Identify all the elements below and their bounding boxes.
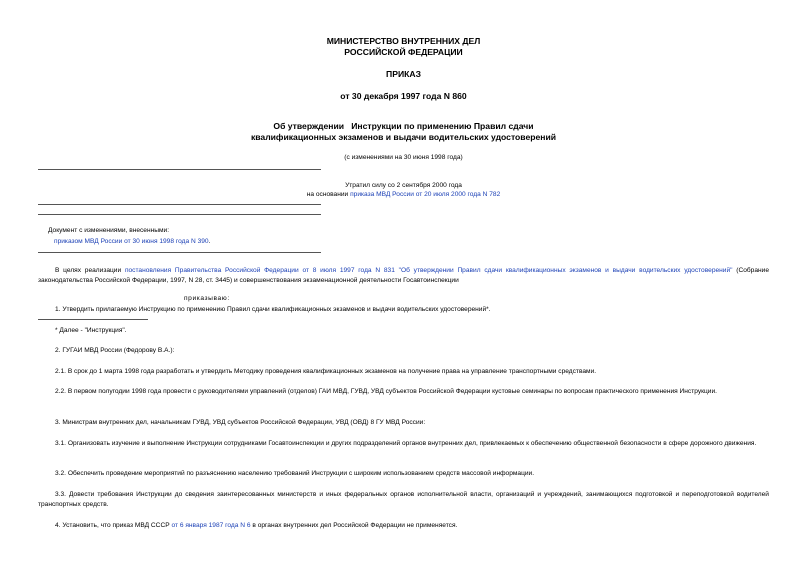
item-2: 2. ГУГАИ МВД России (Федорову В.А.): <box>55 347 175 354</box>
item-3-1: 3.1. Организовать изучение и выполнение Инструкции сотрудниками Госавтоинспекции и других подразделений органов внутренних дел, привлекаемых к обеспечению общественной безопасности в сфере дорожного движения. <box>55 440 757 447</box>
changes-link[interactable]: приказом МВД России от 30 июня 1998 года N 390 <box>54 238 209 245</box>
divider <box>38 204 321 205</box>
ministry-name-line1: МИНИСТЕРСТВО ВНУТРЕННИХ ДЕЛ <box>326 36 481 46</box>
preamble-paragraph <box>38 266 769 286</box>
divider <box>38 214 321 215</box>
basis-link[interactable]: приказа МВД России от 20 июля 2000 года N 782 <box>350 191 501 198</box>
changes-suffix: . <box>208 238 211 245</box>
footnote: * Далее - "Инструкция". <box>55 327 127 334</box>
expired-status: Утратил силу со 2 сентября 2000 года <box>345 182 462 189</box>
divider <box>38 252 321 253</box>
amendments-note: (с изменениями на 30 июня 1998 года) <box>344 154 463 161</box>
order-word: приказываю: <box>184 295 230 302</box>
item-3-3: 3.3. Довести требования Инструкции до сведения заинтересованных министерств и иных федеральных органов исполнительной власти, организаций и учреждений, занимающихся подготовкой и переподготовкой водителей транспортных средств. <box>38 491 769 508</box>
item-3-2: 3.2. Обеспечить проведение мероприятий по разъяснению населению требований Инструкции с широким использованием средств массовой информации. <box>55 470 535 477</box>
document-title-line2: квалификационных экзаменов и выдачи водительских удостоверений <box>250 132 557 142</box>
item-2-2: 2.2. В первом полугодии 1998 года провести с руководителями управлений (отделов) ГАИ МВД, ГУВД, УВД субъектов Российской Федерации кустовые семинары по вопросам практического применения Инструкции. <box>55 388 718 395</box>
ussr-order-link[interactable]: от 6 января 1987 года N 6 <box>171 522 251 529</box>
item-3: 3. Министрам внутренних дел, начальникам ГУВД, УВД субъектов Российской Федерации, УВД (ОВД) 8 ГУ МВД России: <box>55 419 426 426</box>
document-type: ПРИКАЗ <box>386 69 421 79</box>
item-2-1: 2.1. В срок до 1 марта 1998 года разработать и утвердить Методику проведения квалификационных экзаменов на получение права на управление транспортными средствами. <box>55 368 597 375</box>
changes-label: Документ с изменениями, внесенными: <box>48 227 170 234</box>
preamble-suffix: (Собрание законодательства Российской Федерации, 1997, N 28, ст. 3445) и совершенствования экзаменационной деятельности Госавтоинспекции <box>38 267 770 284</box>
document-date: от 30 декабря 1997 года N 860 <box>340 91 467 101</box>
item-1: 1. Утвердить прилагаемую Инструкцию по применению Правил сдачи квалификационных экзаменов и выдачи водительских удостоверений*. <box>55 306 491 313</box>
preamble-prefix: В целях реализации <box>55 267 125 274</box>
document-title-line1: Об утверждении Инструкции по применению Правил сдачи <box>273 121 534 131</box>
expired-basis <box>0 191 807 199</box>
changes-entry <box>54 238 210 246</box>
item-4 <box>55 521 457 531</box>
government-decree-link[interactable]: постановления Правительства Российской Федерации от 8 июля 1997 года N 831 "Об утверждении Правил сдачи квалификационных экзаменов и выдачи водительских удостоверений" <box>124 267 733 274</box>
basis-prefix: на основании <box>306 191 351 198</box>
item-4-suffix: в органах внутренних дел Российской Федерации не применяется. <box>250 522 458 529</box>
divider <box>38 169 321 170</box>
ministry-name-line2: РОССИЙСКОЙ ФЕДЕРАЦИИ <box>344 47 463 57</box>
item-4-prefix: 4. Установить, что приказ МВД СССР <box>55 522 172 529</box>
footnote-divider <box>38 319 148 320</box>
